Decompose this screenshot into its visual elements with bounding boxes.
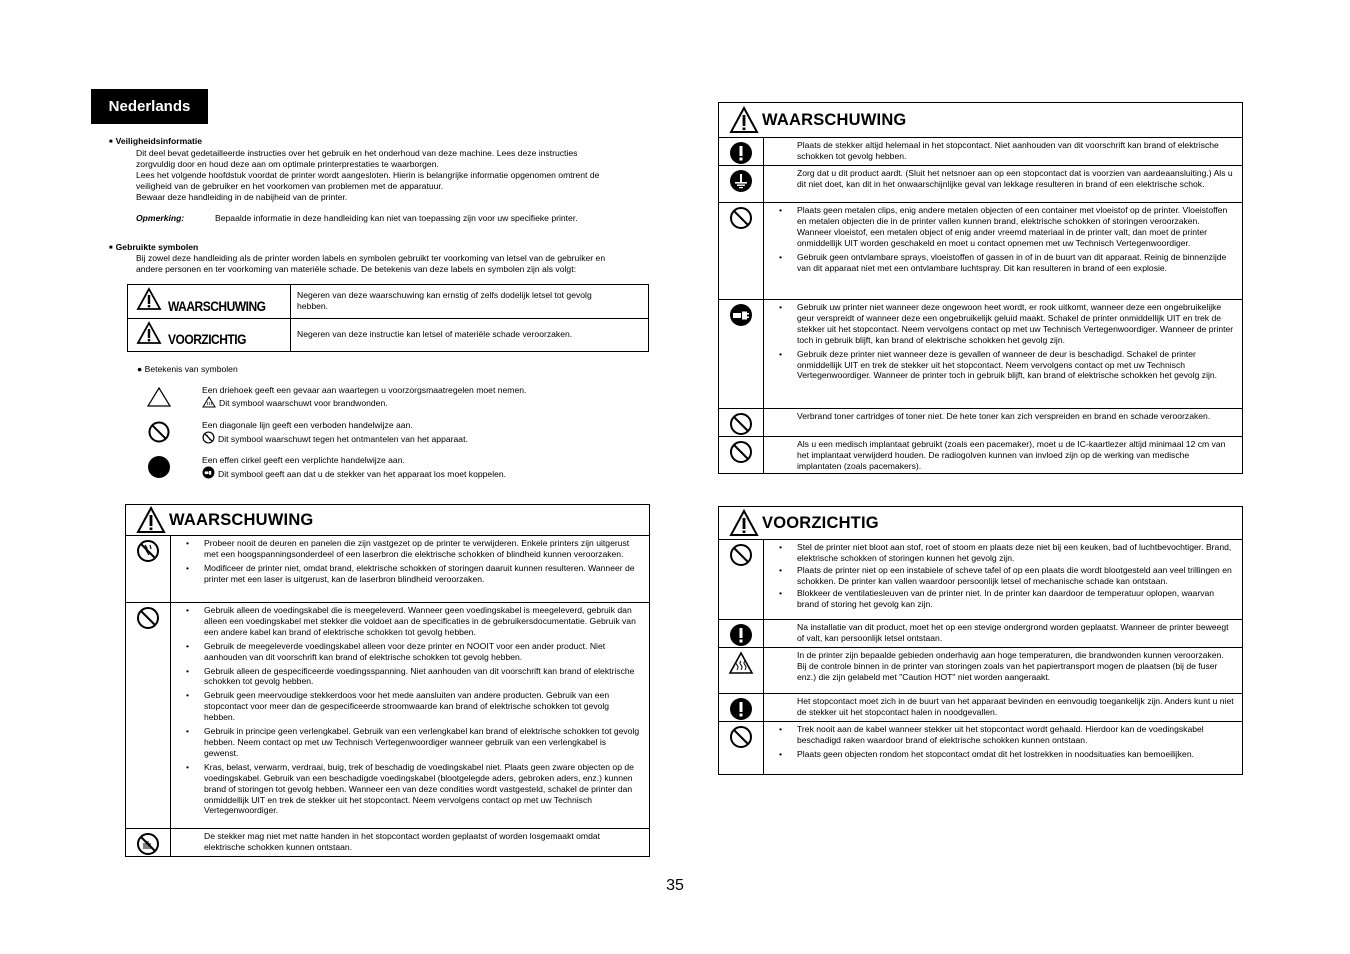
label-name: VOORZICHTIG: [168, 331, 246, 348]
warning-row: [126, 829, 649, 856]
label-description: Negeren van deze waarschuwing kan ernstig of zelfs dodelijk letsel tot gevolg hebben.: [291, 285, 649, 319]
hot-surface-icon: [719, 648, 764, 693]
mandatory-icon: [719, 620, 764, 647]
row-text: [171, 603, 649, 828]
row-text: Verbrand toner cartridges of toner niet. De hete toner kan zich verspreiden en brand en schade veroorzaken.: [797, 411, 1211, 421]
note-label: Opmerking:: [136, 213, 185, 223]
note-text: Bepaalde informatie in deze handleiding kan niet van toepassing zijn voor uw specifieke printer.: [215, 213, 578, 223]
symbol-meaning-row: [139, 420, 659, 446]
symbol-meaning-row: [139, 385, 659, 411]
list-item: • Trek nooit aan de kabel wanneer stekker uit het stopcontact wordt gehaald. Hierdoor kan de voedingskabel beschadigd raken waardoor brand of elektrische schokken kunnen ontstaan.: [797, 724, 1234, 746]
row-text: Het stopcontact moet zich in de buurt van het apparaat bevinden en eenvoudig toegankelijk zijn. Anders kunt u niet de stekker uit het stopcontact halen in noodgevallen.: [797, 696, 1234, 717]
warning-triangle-icon: [136, 506, 166, 534]
warning-triangle-icon: [136, 321, 162, 345]
no-wet-hands-icon: [126, 829, 171, 856]
list-item: • Probeer nooit de deuren en panelen die zijn vastgezet op de printer te verwijderen. Enkele printers zijn uitgerust met een hoogspanningsonderdeel of een laserbron die elektrische schokken of blindheid kunnen veroorzaken.: [204, 538, 641, 560]
row-text: De stekker mag niet met natte handen in het stopcontact worden geplaatst of worden losgemaakt omdat elektrische schokken kunnen ontstaan.: [204, 831, 601, 852]
safety-info-body: Dit deel bevat gedetailleerde instructies over het gebruik en het onderhoud van deze machine. Lees deze instructies zorgvuldig door en houd deze aan om optimale printerprestaties te waarborgen. Lees het volgende hoofdstuk voordat de printer wordt aangesloten. Hierin is belangrijke informatie opgenomen omtrent de veiligheid van de gebruiker en het voorkomen van problemen met de apparatuur. Bewaar deze handleiding in de nabijheid van de printer.: [136, 148, 600, 202]
symbols-body: Bij zowel deze handleiding als de printer worden labels en symbolen gebruikt ter voorkoming van letsel van de gebruiker en andere personen en ter voorkoming van materiële schade. De betekenis van deze labels en symbolen zijn als volgt:: [136, 253, 606, 274]
box-title: WAARSCHUWING: [169, 510, 314, 529]
list-item: • Modificeer de printer niet, omdat brand, elektrische schokken of storingen daaruit kunnen resulteren. Wanneer de printer met een laser is uitgerust, kan de laserbron blindheid veroorzaken.: [204, 563, 641, 585]
box-header: [719, 103, 1242, 138]
label-description: Negeren van deze instructie kan letsel of materiële schade veroorzaken.: [291, 318, 649, 352]
list-item: • Gebruik alleen de gespecificeerde voedingsspanning. Niet aanhouden van dit voorschrift kan brand of elektrische schokken tot gevolg hebben.: [204, 666, 641, 688]
right-caution-box: [718, 506, 1243, 775]
warning-triangle-icon: [136, 287, 162, 311]
prohibited-icon: [719, 722, 764, 774]
mandatory-icon: [719, 694, 764, 721]
label-name: WAARSCHUWING: [168, 297, 266, 314]
row-text: [764, 300, 1242, 408]
box-header: [126, 505, 649, 536]
unplug-small-icon: [202, 466, 215, 479]
symbol-meaning-line: Dit symbool waarschuwt voor brandwonden.: [219, 397, 388, 408]
no-disassembly-small-icon: [202, 431, 215, 444]
language-badge: Nederlands: [91, 89, 208, 124]
left-warning-box: [125, 504, 650, 857]
list-item: • Gebruik de meegeleverde voedingskabel alleen voor deze printer en NOOIT voor een ander product. Niet aanhouden van dit voorschrift kan brand of elektrische schokken tot gevolg hebben.: [204, 641, 641, 663]
warning-row: [719, 300, 1242, 409]
symbol-meaning-label: Betekenis van symbolen: [144, 364, 238, 374]
symbol-meaning-line: Een driehoek geeft een gevaar aan waartegen u voorzorgsmaatregelen moet nemen.: [202, 385, 527, 395]
list-item: • Gebruik uw printer niet wanneer deze ongewoon heet wordt, er rook uitkomt, wanneer deze een ongebruikelijke geur verspreidt of wanneer deze een ongebruikelijk geluid maakt. Schakel de printer onmiddellijk UIT en trek de stekker uit het stopcontact. Neem vervolgens contact op met uw Technisch Vertegenwoordiger. Wanneer de printer toch in gebruik blijft, kan brand of elektrische schokken het gevolg zijn.: [797, 302, 1234, 346]
list-item: • Gebruik alleen de voedingskabel die is meegeleverd. Wanneer geen voedingskabel is meegeleverd, gebruik dan alleen een voedingskabel met stekker die voldoet aan de specificaties in de gebruikersdocumentatie. Gebruik van een andere kabel kan brand of elektrische schokken tot gevolg hebben.: [204, 605, 641, 638]
symbol-meaning-line: Een diagonale lijn geeft een verboden handelwijze aan.: [202, 420, 413, 430]
warning-row: [719, 437, 1242, 473]
prohibited-icon: [719, 540, 764, 619]
box-title: VOORZICHTIG: [762, 513, 879, 532]
list-item: • Gebruik geen meervoudige stekkerdoos voor het mede aansluiten van andere producten. Gebruik van een stopcontact voor meer dan de gespecificeerde stroomwaarde kan brand of elektrische schokken tot gevolg hebben.: [204, 690, 641, 723]
row-text: Als u een medisch implantaat gebruikt (zoals een pacemaker), moet u de IC-kaartlezer altijd minimaal 12 cm van het implantaat verwijderd houden. De radiogolven kunnen van invloed zijn op de werking van medische implantaten (zoals pacemakers).: [797, 439, 1226, 471]
symbol-meaning-row: [139, 455, 659, 481]
triangle-icon: [139, 385, 179, 409]
label-row-caution: [128, 318, 649, 352]
list-item: • Stel de printer niet bloot aan stof, roet of stoom en plaats deze niet bij een keuken, bad of luchtbevochtiger. Brand, elektrische schokken of storingen kunnen het gevolg zijn.: [797, 542, 1234, 564]
list-item: • Blokkeer de ventilatiesleuven van de printer niet. In de printer kan daardoor de temperatuur oplopen, waarvan brand of storing het gevolg kan zijn.: [797, 588, 1234, 610]
label-cell: [128, 285, 291, 319]
list-item: • Gebruik geen ontvlambare sprays, vloeistoffen of gassen in of in de buurt van dit apparaat. Reinig de binnenzijde van dit apparaat niet met een ontvlambare luchtspray. Dit kan resulteren in brand of een explosie.: [797, 252, 1234, 274]
row-text: [764, 203, 1242, 299]
right-warning-box: [718, 102, 1243, 474]
symbol-meaning-text: [202, 455, 642, 480]
page-number: 35: [666, 877, 684, 894]
list-item: • Gebruik in principe geen verlengkabel. Gebruik van een verlengkabel kan brand of elektrische schokken tot gevolg hebben. Neem contact op met uw Technisch Vertegenwoordiger wanneer gebruik van een verlengkabel is gewenst.: [204, 726, 641, 759]
warning-row: [719, 166, 1242, 203]
caution-row: [719, 722, 1242, 774]
no-disassembly-icon: [126, 536, 171, 602]
list-item: • Kras, belast, verwarm, verdraai, buig, trek of beschadig de voedingskabel niet. Plaats geen zware objecten op de voedingskabel. Gebruik van een beschadigde voedingskabel (blootgelegde aders, gebroken aders, enz.) kunnen brand of storingen tot gevolg hebben. Wanneer een van deze condities wordt vastgesteld, schakel de printer dan onmiddellijk UIT en trek de stekker uit het stopcontact. Neem vervolgens contact op met uw Technisch Vertegenwoordiger.: [204, 762, 641, 817]
warning-row: [126, 536, 649, 603]
filled-circle-icon: [139, 455, 179, 479]
caution-row: [719, 620, 1242, 648]
list-item: • Plaats geen metalen clips, enig andere metalen objecten of een container met vloeistof op de printer. Vloeistoffen en metalen objecten die in de printer vallen kunnen brand, elektrische schokken of storingen veroorzaken. Wanneer vloeistof, een metalen object of enig ander vreemd materiaal in de printer valt, dan moet de printer onmiddellijk UIT worden geschakeld en moet u contact opnemen met uw Technisch Vertegenwoordiger.: [797, 205, 1234, 249]
warning-row: [719, 203, 1242, 300]
symbol-meaning-text: [202, 420, 642, 445]
row-text: In de printer zijn bepaalde gebieden onderhavig aan hoge temperaturen, die brandwonden kunnen veroorzaken. Bij de controle binnen in de printer van storingen zoals van het papiertransport mogen de plaatsen (bij de fuser enz.) die zijn gelabeld met "Caution HOT" niet worden aangeraakt.: [797, 650, 1224, 682]
label-table: [127, 284, 649, 352]
symbol-meaning-text: [202, 385, 642, 409]
warning-triangle-icon: [729, 509, 759, 537]
prohibited-icon: [719, 409, 764, 436]
box-title: WAARSCHUWING: [762, 110, 907, 129]
prohibited-icon: [126, 603, 171, 828]
unplug-icon: [719, 300, 764, 408]
warning-row: [126, 603, 649, 829]
label-cell: [128, 318, 291, 352]
symbol-meaning-line: Dit symbool geeft aan dat u de stekker van het apparaat los moet koppelen.: [218, 468, 507, 479]
warning-row: [719, 138, 1242, 166]
caution-row: [719, 648, 1242, 694]
box-header: [719, 507, 1242, 540]
caution-row: [719, 694, 1242, 722]
list-item: • Plaats de printer niet op een instabiele of scheve tafel of op een plaats die wordt blootgesteld aan veel trillingen en schokken. De printer kan vallen waardoor persoonlijk letsel of mechanische schade kan ontstaan.: [797, 565, 1234, 587]
row-text: Na installatie van dit product, moet het op een stevige ondergrond worden geplaatst. Wanneer de printer beweegt of valt, kan persoonlijk letsel ontstaan.: [797, 622, 1229, 643]
prohibited-icon: [719, 203, 764, 299]
row-text: [764, 540, 1242, 619]
list-item: • Plaats geen objecten rondom het stopcontact omdat dit het lostrekken in noodsituaties kan bemoeilijken.: [797, 749, 1234, 760]
burn-triangle-icon: [202, 396, 216, 408]
warning-row: [719, 409, 1242, 437]
symbols-title: ■ Gebruikte symbolen: [109, 242, 198, 253]
row-text: Zorg dat u dit product aardt. (Sluit het netsnoer aan op een stopcontact dat is voorzien van aardeaansluiting.) Als u dit niet doet, kan dit in het onwaarschijnlijke geval van lekkage resulteren in brand of een elektrische schok.: [797, 168, 1233, 189]
label-row-warning: [128, 285, 649, 319]
prohibited-icon: [719, 437, 764, 473]
mandatory-icon: [719, 138, 764, 165]
bullet-icon: ●: [137, 364, 143, 374]
ground-icon: [719, 166, 764, 202]
list-item: • Gebruik deze printer niet wanneer deze is gevallen of wanneer de deur is beschadigd. Schakel de printer onmiddellijk UIT en trek de stekker uit het stopcontact. Neem vervolgens contact op met uw Technisch Vertegenwoordiger. Wanneer de printer toch in gebruik blijft, kan brand of elektrische schokken het gevolg zijn.: [797, 349, 1234, 382]
warning-triangle-icon: [729, 106, 759, 134]
row-text: [171, 536, 649, 602]
row-text: [764, 722, 1242, 774]
symbol-meaning-line: Een effen cirkel geeft een verplichte handelwijze aan.: [202, 455, 405, 465]
row-text: Plaats de stekker altijd helemaal in het stopcontact. Niet aanhouden van dit voorschrift kan brand of elektrische schokken tot gevolg hebben.: [797, 140, 1219, 161]
safety-info-title: ■ Veiligheidsinformatie: [109, 136, 202, 147]
caution-row: [719, 540, 1242, 620]
symbol-meaning-line: Dit symbool waarschuwt tegen het ontmantelen van het apparaat.: [218, 433, 468, 444]
symbol-meaning-title: [137, 364, 238, 375]
prohibited-icon: [139, 420, 179, 444]
